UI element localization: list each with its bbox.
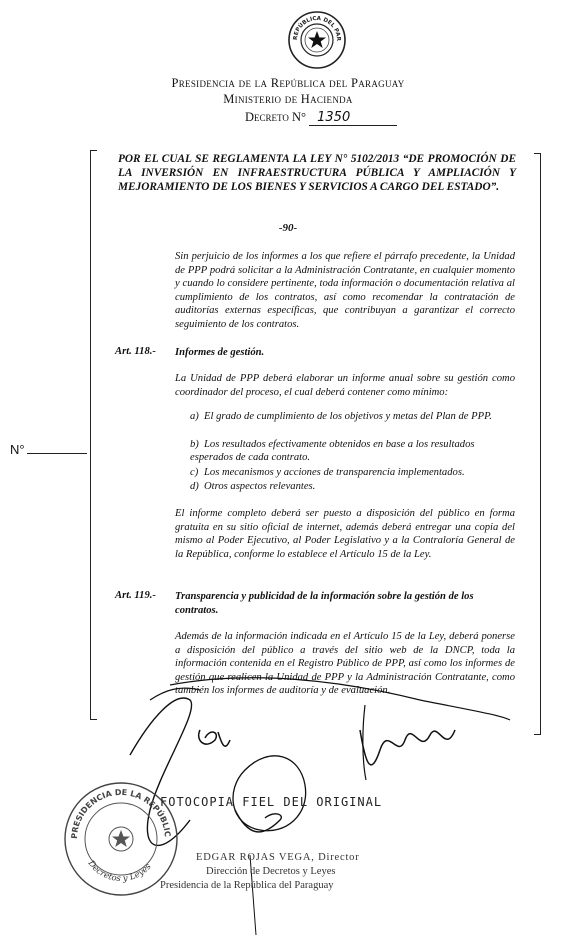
- list-item-text: Los resultados efectivamente obtenidos en base a los resultados esperados de cada contrato.: [190, 439, 475, 464]
- seal-ring-text: PRESIDENCIA DE LA REPÚBLIC: [69, 787, 173, 840]
- list-item-label: d): [190, 481, 199, 492]
- header-presidency: Presidencia de la República del Paraguay: [171, 76, 405, 90]
- art118-paragraph-1: La Unidad de PPP deberá elaborar un informe anual sobre su gestión como coordinador del proceso, el cual deberá contener como mínimo:: [175, 373, 515, 398]
- decree-number: 1350: [309, 110, 397, 126]
- list-item-text: Otros aspectos relevantes.: [204, 481, 316, 492]
- list-item: [190, 466, 515, 479]
- decree-title: POR EL CUAL SE REGLAMENTA LA LEY N° 5102/2013 “DE PROMOCIÓN DE LA INVERSIÓN EN INFRAESTRUCTURA PÚBLICA Y AMPLIACIÓN Y MEJORAMIENTO DE LOS BIENES Y SERVICIOS A CARGO DEL ESTADO”.: [118, 153, 516, 194]
- intro-paragraph: Sin perjuicio de los informes a los que refiere el párrafo precedente, la Unidad de PPP podrá solicitar a la Administración Contratante, en cualquier momento y cuando lo considere pertinente, toda información o documentación relativa al cumplimiento de los contratos, así como recomendar la contratación de auditorías externas específicas, que contribuyan a garantizar el correcto seguimiento de los contratos.: [175, 251, 515, 330]
- margin-number-label: [10, 442, 87, 457]
- svg-text:Decretos y Leyes: [85, 858, 154, 884]
- art118-title: Informes de gestión.: [175, 347, 265, 358]
- page-number: -90-: [278, 222, 298, 234]
- list-item-text: El grado de cumplimiento de los objetivos y metas del Plan de PPP.: [204, 411, 492, 422]
- list-item-label: c): [190, 467, 199, 478]
- seal-bottom-text: Decretos y Leyes: [85, 858, 154, 885]
- seal-ring-text: REPÚBLICA DEL PAR: [292, 15, 342, 42]
- art119-title: Transparencia y publicidad de la información sobre la gestión de los contratos.: [175, 591, 474, 616]
- decree-line: [245, 110, 445, 126]
- list-item: [190, 410, 515, 423]
- stamp-office: Dirección de Decretos y Leyes: [206, 866, 336, 877]
- national-seal: [287, 10, 347, 70]
- header-ministry: Ministerio de Hacienda: [223, 92, 353, 106]
- art119-label: Art. 119.-: [115, 590, 156, 601]
- art119-paragraph-1: Además de la información indicada en el Artículo 15 de la Ley, deberá ponerse a disposición del público a través del sitio web de la DNCP, toda la información contenida en el Registro Público de PPP, así como los informes de gestión que realicen la Unidad de PPP y la Administración Contratante, como también los informes de auditoría y de evaluación.: [175, 631, 515, 697]
- list-item-label: b): [190, 439, 199, 450]
- decree-label: Decreto N°: [245, 110, 307, 124]
- stamp-official-name: EDGAR ROJAS VEGA, Director: [196, 852, 360, 863]
- art118-label: Art. 118.-: [115, 346, 156, 357]
- left-bracket: [90, 150, 97, 720]
- list-item: [190, 438, 515, 465]
- art118-paragraph-2: El informe completo deberá ser puesto a disposición del público en forma gratuita en su sitio oficial de internet, además deberá entregar una copia del mismo al Poder Ejecutivo, al Poder Legislativo y a la Contraloría General de la República, conforme lo establece el Artículo 15 de la Ley.: [175, 508, 515, 560]
- certification-stamp: FOTOCOPIA FIEL DEL ORIGINAL: [160, 795, 383, 809]
- list-item-text: Los mecanismos y acciones de transparencia implementados.: [204, 467, 465, 478]
- list-item: [190, 480, 515, 493]
- right-bracket: [534, 153, 541, 735]
- stamp-institution: Presidencia de la República del Paraguay: [160, 880, 334, 891]
- margin-label-text: N°: [10, 442, 25, 457]
- list-item-label: a): [190, 411, 199, 422]
